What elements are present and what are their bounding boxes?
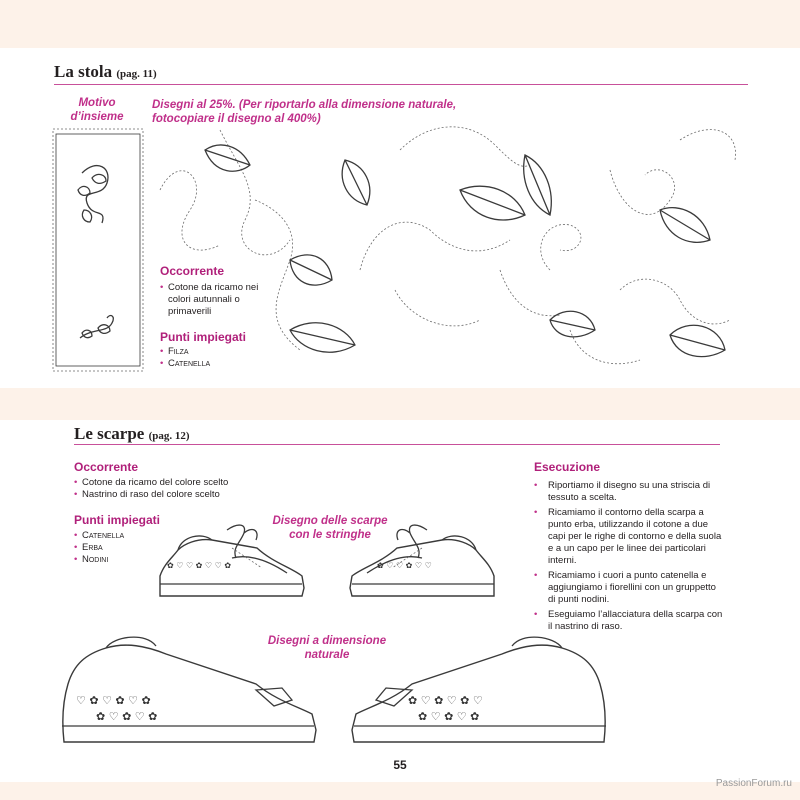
svg-text:✿ ♡ ♡ ✿ ♡ ♡: ✿ ♡ ♡ ✿ ♡ ♡ (377, 561, 432, 570)
stola-title: La stola (54, 62, 113, 81)
scarpe-occorrente-title: Occorrente (74, 460, 139, 474)
scarpe-punti-title: Punti impiegati (74, 513, 161, 527)
esecuzione-step: • Riportiamo il disegno su una striscia di tessuto a scelta. (534, 480, 724, 504)
stola-punti-item: • Catenella (160, 358, 270, 370)
esecuzione-title: Esecuzione (534, 460, 601, 474)
small-shoe-right-drawing (342, 518, 502, 600)
motivo-label: Motivo d’insieme (70, 97, 124, 123)
stole-overview-drawing (52, 128, 144, 372)
scarpe-punti-item: • Catenella (74, 530, 174, 542)
scarpe-title: Le scarpe (74, 424, 145, 443)
stola-punti-item: • Filza (160, 346, 270, 358)
svg-text:✿ ♡ ♡ ✿ ♡ ♡ ✿: ✿ ♡ ♡ ✿ ♡ ♡ ✿ (167, 561, 232, 570)
large-shoes-caption: Disegni a dimensione naturale (267, 635, 387, 661)
scarpe-page-ref: (pag. 12) (148, 430, 190, 442)
large-shoe-left-drawing (56, 634, 320, 746)
stola-page-ref: (pag. 11) (116, 68, 157, 80)
esecuzione-step: • Eseguiamo l’allacciatura della scarpa con il nastrino di raso. (534, 609, 724, 633)
esecuzione-step: • Ricamiamo il contorno della scarpa a punto erba, utilizzando il cotone a due capi per le righe di contorno e della suola e a un capo per le linee dei particolari interni. (534, 507, 724, 567)
esecuzione-step: • Ricamiamo i cuori a punto catenella e aggiungiamo i fiorellini con un gruppetto di punti nodini. (534, 570, 724, 606)
stola-punti-list (160, 346, 270, 370)
small-shoes-caption: Disegno delle scarpe con le stringhe (272, 515, 388, 541)
svg-text:✿ ♡ ✿ ♡ ✿: ✿ ♡ ✿ ♡ ✿ (96, 710, 158, 723)
stola-occorrente-title: Occorrente (160, 264, 225, 278)
stola-section-title (54, 62, 157, 82)
page-number: 55 (393, 758, 407, 772)
svg-text:✿ ♡ ✿ ♡ ✿: ✿ ♡ ✿ ♡ ✿ (418, 710, 480, 723)
svg-text:♡ ✿ ♡ ✿ ♡ ✿: ♡ ✿ ♡ ✿ ♡ ✿ (76, 694, 151, 707)
scarpe-divider (74, 444, 720, 445)
scarpe-section-title (74, 424, 190, 444)
stola-punti-title: Punti impiegati (160, 330, 247, 344)
stola-occorrente-list (160, 282, 270, 318)
large-shoe-right-drawing (348, 634, 612, 746)
scarpe-occorrente-list (74, 477, 274, 501)
scarpe-occorrente-item: • Nastrino di raso del colore scelto (74, 489, 274, 501)
scarpe-punti-item: • Erba (74, 542, 174, 554)
stola-divider (54, 84, 748, 85)
esecuzione-list (534, 480, 724, 636)
scarpe-occorrente-item: • Cotone da ricamo del colore scelto (74, 477, 274, 489)
stola-occorrente-item: • Cotone da ricamo nei colori autunnali o primaverili (160, 282, 270, 318)
watermark: PassionForum.ru (715, 778, 792, 789)
stola-caption: Disegni al 25%. (Per riportarlo alla dimensione naturale, fotocopiare il disegno al 400%) (152, 99, 457, 125)
svg-text:✿ ♡ ✿ ♡ ✿ ♡: ✿ ♡ ✿ ♡ ✿ ♡ (408, 694, 483, 707)
small-shoe-left-drawing (152, 518, 312, 600)
scarpe-punti-item: • Nodini (74, 554, 174, 566)
